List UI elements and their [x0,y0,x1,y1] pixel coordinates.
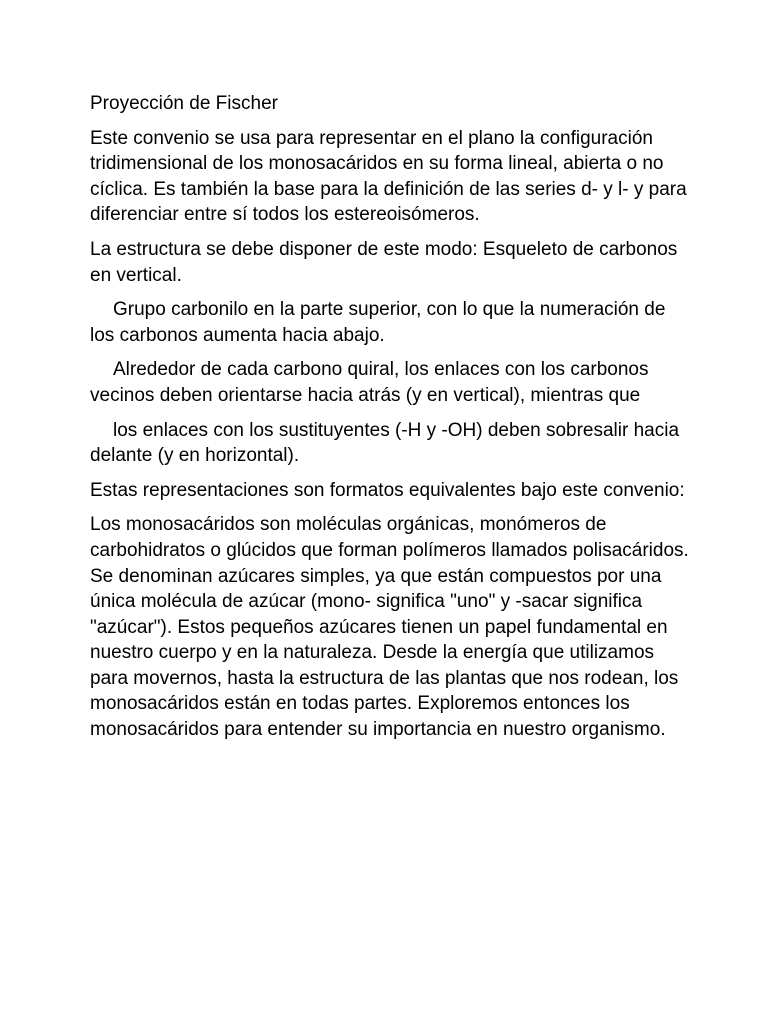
document-title: Proyección de Fischer [90,93,278,114]
paragraph-equivalent-formats: Estas representaciones son formatos equivalentes bajo este convenio: [90,479,685,501]
paragraph-structure-layout: La estructura se debe disponer de este modo: Esqueleto de carbonos en vertical. [90,238,678,286]
paragraph-chiral-carbon-bonds: Alrededor de cada carbono quiral, los enlaces con los carbonos vecinos deben orientarse hacia atrás (y en vertical), mientras que [90,359,649,406]
paragraph-fischer-definition: Este convenio se usa para representar en el plano la configuración tridimensional de los monosacáridos en su forma lineal, abierta o no cíclica. Es también la base para la definición de las series d- y l- y para diferenciar entre sí todos los estereoisómeros. [90,127,687,226]
paragraph-substituent-bonds: los enlaces con los sustituyentes (-H y -OH) deben sobresalir hacia delante (y en horizontal). [90,419,680,467]
document-page [90,91,690,752]
paragraph-monosaccharides: Los monosacáridos son moléculas orgánicas, monómeros de carbohidratos o glúcidos que forman polímeros llamados polisacáridos. Se denominan azúcares simples, ya que están compuestos por una única molécula de azúcar (mono- significa "uno" y -sacar significa "azúcar"). Estos pequeños azúcares tienen un papel fundamental en nuestro cuerpo y en la naturaleza. Desde la energía que utilizamos para movernos, hasta la estructura de las plantas que nos rodean, los monosacáridos están en todas partes. Exploremos entonces los monosacáridos para entender su importancia en nuestro organismo. [90,514,689,741]
paragraph-carbonyl-group: Grupo carbonilo en la parte superior, con lo que la numeración de los carbonos aumenta hacia abajo. [90,299,666,346]
